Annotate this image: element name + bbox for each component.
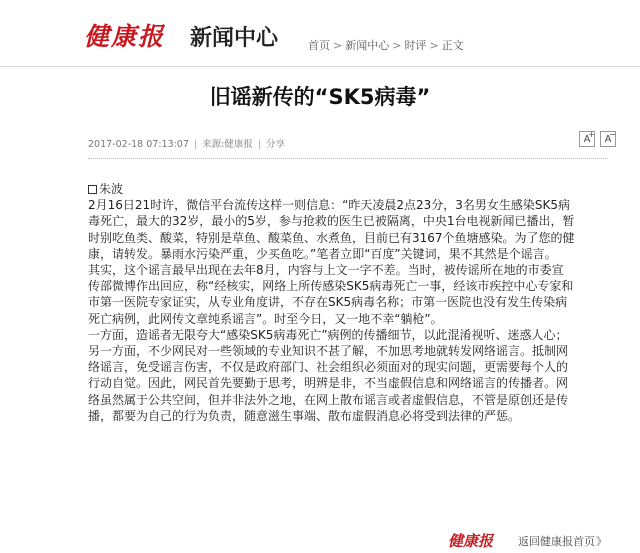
font-decrease-label: A xyxy=(604,134,612,145)
font-size-controls xyxy=(579,131,616,147)
breadcrumb xyxy=(308,38,464,54)
square-bullet-icon xyxy=(88,185,97,194)
breadcrumb-separator: > xyxy=(429,39,439,52)
back-to-home-link[interactable] xyxy=(518,534,607,550)
font-increase-button[interactable] xyxy=(579,131,595,147)
breadcrumb-current: 正文 xyxy=(441,39,464,52)
font-increase-label: A xyxy=(583,134,591,145)
double-chevron-right-icon: 》 xyxy=(596,535,607,548)
author-line xyxy=(88,181,575,197)
section-title: 新闻中心 xyxy=(190,25,279,51)
plus-icon: + xyxy=(588,130,595,139)
article-source: 来源:健康报 xyxy=(202,139,253,150)
article-title: 旧谣新传的“SK5病毒” xyxy=(209,85,431,109)
breadcrumb-home-link[interactable]: 首页 xyxy=(308,39,330,52)
publish-date: 2017-02-18 07:13:07 xyxy=(88,139,189,150)
author-name: 朱波 xyxy=(99,182,124,196)
article-body xyxy=(88,181,575,424)
font-decrease-button[interactable] xyxy=(600,131,616,147)
meta-divider xyxy=(88,158,608,159)
breadcrumb-separator: > xyxy=(333,39,343,52)
share-button[interactable]: 分享 xyxy=(266,139,286,150)
footer-logo[interactable]: 健康报 xyxy=(448,532,494,550)
minus-icon: − xyxy=(609,130,616,139)
page-footer xyxy=(0,530,640,553)
breadcrumb-commentary-link[interactable]: 时评 xyxy=(404,39,427,52)
breadcrumb-separator: > xyxy=(392,39,402,52)
article-paragraph: 2月16日21时许，微信平台流传这样一则信息：“昨天凌晨2点23分，3名男女生感染SK5病毒死亡，最大的32岁，最小的5岁，参与抢救的医生已被隔离，中央1台电视新闻已播出，暂时别吃鱼类、酸菜，特别是草鱼、酸菜鱼、水煮鱼，目前已有3167个鱼塘感染。为了您的健康，请转发。暴雨水污染严重，少买鱼吃。”笔者立即“百度”关键词，果不其然是个谣言。 xyxy=(88,198,575,261)
site-logo[interactable]: 健康报 xyxy=(84,22,166,51)
article-meta: 2017-02-18 07:13:07 | 来源:健康报 | 分享 xyxy=(88,139,286,150)
page-header xyxy=(0,0,640,67)
article-paragraph: 一方面，造谣者无限夸大“感染SK5病毒死亡”病例的传播细节，以此混淆视听、迷惑人心；另一方面，不少网民对一些领域的专业知识不甚了解，不加思考地就转发网络谣言。抵制网络谣言，免受谣言伤害，不仅是政府部门、社会组织必须面对的现实问题，更需要每个人的行动自觉。因此，网民首先要勤于思考，明辨是非，不当虚假信息和网络谣言的传播者。网络虽然属于公共空间，但并非法外之地，在网上散布谣言或者虚假信息，不管是原创还是传播，都要为自己的行为负责，随意滋生事端、散布虚假消息必将受到法律的严惩。 xyxy=(88,327,569,423)
breadcrumb-news-link[interactable]: 新闻中心 xyxy=(345,39,390,52)
back-to-home-label: 返回健康报首页 xyxy=(518,535,595,548)
article-paragraph: 其实，这个谣言最早出现在去年8月，内容与上文一字不差。当时，被传谣所在地的市委宣传部微博作出回应，称“经核实，网络上所传感染SK5病毒死亡一事，经该市疾控中心专家和市第一医院专家证实，从专业角度讲，不存在SK5病毒名称；市第一医院也没有发生传染病死亡病例，此网传文章纯系谣言”。时至今日，又一地不幸“躺枪”。 xyxy=(88,263,574,326)
